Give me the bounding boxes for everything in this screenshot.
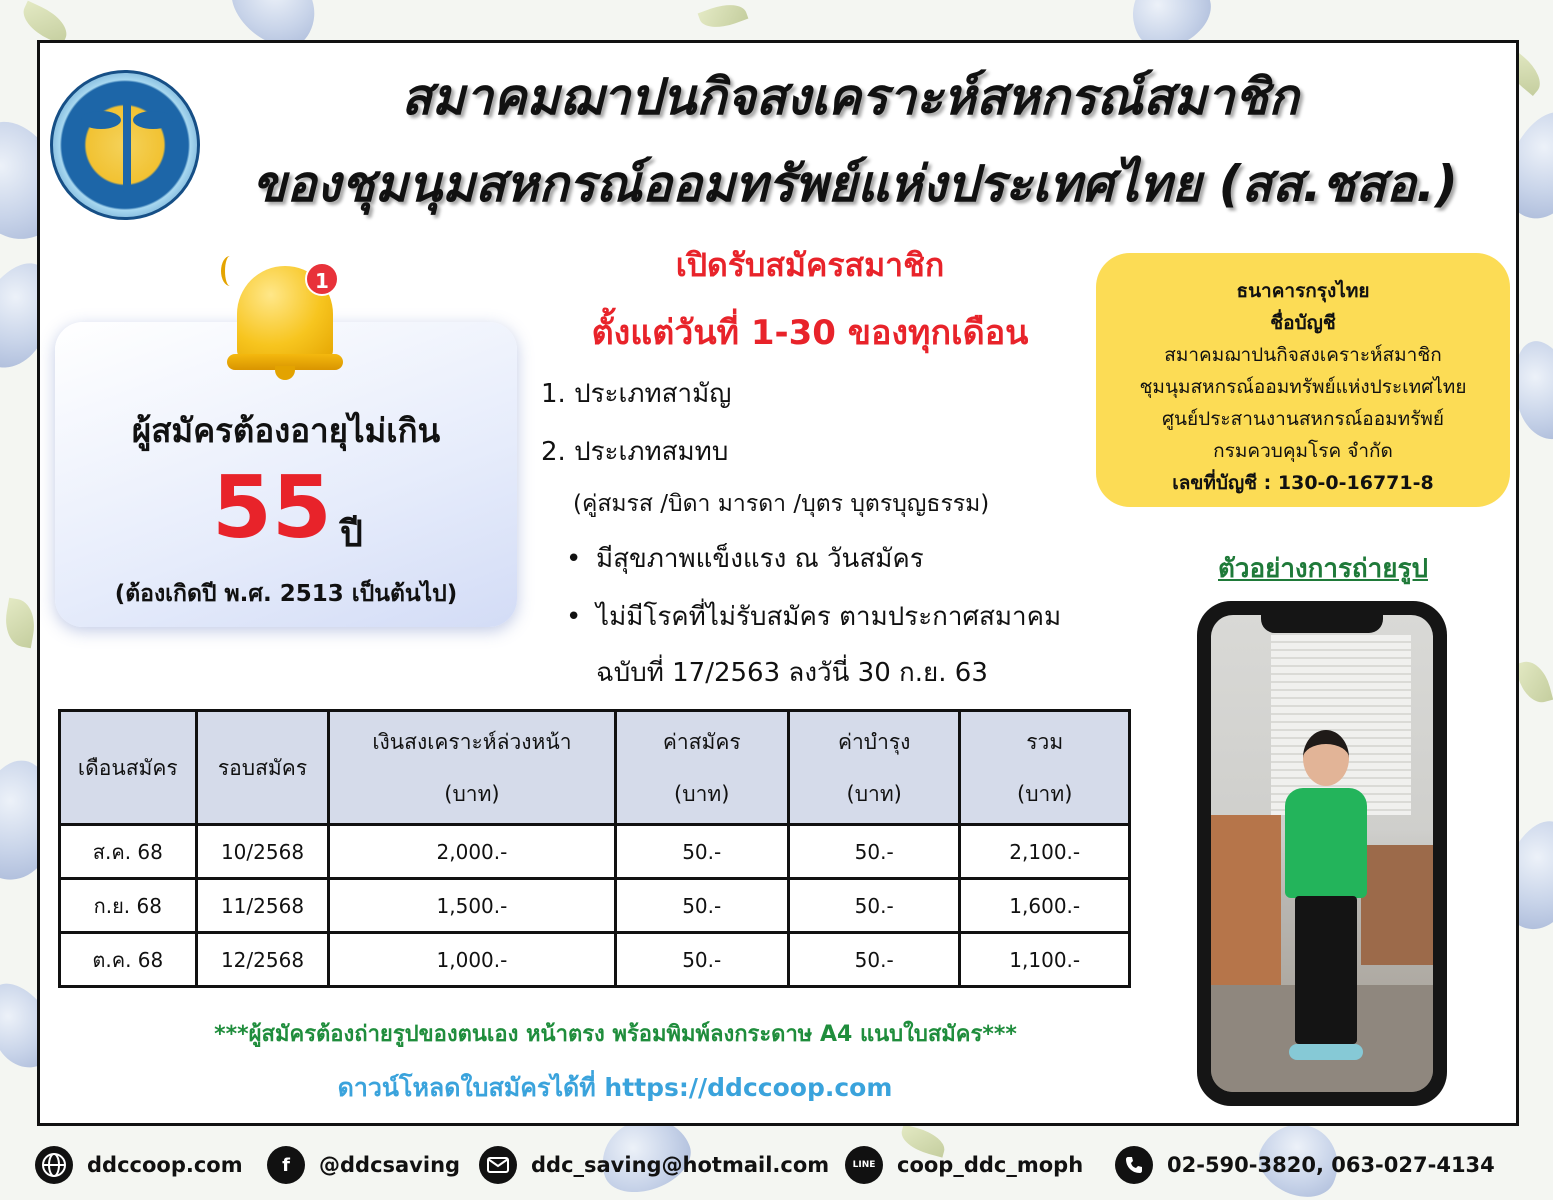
header-fee <box>615 711 788 825</box>
download-link[interactable]: ดาวน์โหลดใบสมัครได้ที่ https://ddccoop.com <box>337 1073 893 1102</box>
header-advance-unit: (บาท) <box>444 781 500 806</box>
cell-total: 1,100.- <box>960 933 1130 987</box>
cell-round: 12/2568 <box>196 933 329 987</box>
facebook-text: @ddcsaving <box>319 1153 461 1177</box>
header-month-text: เดือนสมัคร <box>77 755 178 780</box>
globe-icon <box>35 1146 73 1184</box>
header-round <box>196 711 329 825</box>
fee-table <box>58 709 1131 988</box>
account-name-label: ชื่อบัญชี <box>1270 312 1336 334</box>
table-row <box>60 933 1130 987</box>
age-limit-number: 55 <box>212 458 332 558</box>
header-month <box>60 711 197 825</box>
contact-line[interactable] <box>845 1145 1083 1185</box>
header-maintenance <box>788 711 959 825</box>
account-name-line2: ชุมนุมสหกรณ์ออมทรัพย์แห่งประเทศไทย <box>1139 376 1467 398</box>
cell-month: ก.ย. 68 <box>60 879 197 933</box>
open-registration-period: ตั้งแต่วันที่ 1-30 ของทุกเดือน <box>591 313 1029 353</box>
header-total <box>960 711 1130 825</box>
table-row <box>60 825 1130 879</box>
header-total-unit: (บาท) <box>1017 781 1073 806</box>
cell-maintenance: 50.- <box>788 825 959 879</box>
logo-wing-left <box>81 111 121 129</box>
cell-round: 10/2568 <box>196 825 329 879</box>
phone-icon <box>1115 1146 1153 1184</box>
bank-name: ธนาคารกรุงไทย <box>1236 280 1370 302</box>
photo-requirement-note: ***ผู้สมัครต้องถ่ายรูปของตนเอง หน้าตรง พร้อมพิมพ์ลงกระดาษ A4 แนบใบสมัคร*** <box>214 1022 1017 1047</box>
cell-fee: 50.- <box>615 825 788 879</box>
header-total-text: รวม <box>1026 729 1064 754</box>
cell-month: ส.ค. 68 <box>60 825 197 879</box>
contact-phone[interactable] <box>1115 1145 1495 1185</box>
header-fee-text: ค่าสมัคร <box>662 729 741 754</box>
cell-fee: 50.- <box>615 933 788 987</box>
logo-wing-right <box>133 111 173 129</box>
table-header-row <box>60 711 1130 825</box>
cell-advance: 1,000.- <box>329 933 615 987</box>
cell-month: ต.ค. 68 <box>60 933 197 987</box>
contact-bar <box>35 1145 1525 1185</box>
contact-facebook[interactable] <box>267 1145 460 1185</box>
account-number: เลขที่บัญชี : 130-0-16771-8 <box>1172 472 1434 494</box>
email-text: ddc_saving@hotmail.com <box>531 1153 830 1177</box>
header-advance <box>329 711 615 825</box>
cell-total: 1,600.- <box>960 879 1130 933</box>
example-photo <box>1211 615 1433 1092</box>
header-round-text: รอบสมัคร <box>217 755 308 780</box>
phone-frame <box>1197 601 1447 1106</box>
photo-example-title: ตัวอย่างการถ่ายรูป <box>1218 554 1428 584</box>
member-type-associate: 2. ประเภทสมทบ <box>541 437 729 467</box>
line-text: coop_ddc_moph <box>897 1153 1084 1177</box>
bank-account-box <box>1096 253 1510 507</box>
birth-year-note: (ต้องเกิดปี พ.ศ. 2513 เป็นต้นไป) <box>114 581 458 607</box>
contact-website[interactable] <box>35 1145 243 1185</box>
page-title-line2: ของชุมนุมสหกรณ์ออมทรัพย์แห่งประเทศไทย (สส.ชสอ.) <box>252 155 1458 213</box>
account-name-line3: ศูนย์ประสานงานสหกรณ์ออมทรัพย์ <box>1161 408 1445 430</box>
facebook-icon: f <box>267 1146 305 1184</box>
requirement-health-text: มีสุขภาพแข็งแรง ณ วันสมัคร <box>596 544 924 574</box>
cell-maintenance: 50.- <box>788 933 959 987</box>
contact-email[interactable] <box>479 1145 829 1185</box>
header-advance-text: เงินสงเคราะห์ล่วงหน้า <box>372 729 572 754</box>
notification-badge: 1 <box>305 262 339 296</box>
age-limit-unit: ปี <box>340 514 363 555</box>
cell-maintenance: 50.- <box>788 879 959 933</box>
cell-total: 2,100.- <box>960 825 1130 879</box>
line-icon: LINE <box>845 1146 883 1184</box>
website-text: ddccoop.com <box>87 1153 243 1177</box>
cell-round: 11/2568 <box>196 879 329 933</box>
requirement-disease-reference: ฉบับที่ 17/2563 ลงวันี่ 30 ก.ย. 63 <box>596 658 988 688</box>
cell-fee: 50.- <box>615 879 788 933</box>
header-maintenance-text: ค่าบำรุง <box>837 729 911 754</box>
page-title-line1: สมาคมฌาปนกิจสงเคราะห์สหกรณ์สมาชิก <box>401 68 1299 126</box>
requirement-health <box>566 538 924 579</box>
cooperative-logo <box>50 70 200 220</box>
account-name-line1: สมาคมฌาปนกิจสงเคราะห์สมาชิก <box>1164 344 1442 366</box>
requirement-disease <box>566 596 1061 637</box>
logo-caduceus <box>123 98 131 193</box>
envelope-icon <box>479 1146 517 1184</box>
associate-note: (คู่สมรส /บิดา มารดา /บุตร บุตรบุญธรรม) <box>573 491 990 517</box>
header-maintenance-unit: (บาท) <box>846 781 902 806</box>
account-name-line4: กรมควบคุมโรค จำกัด <box>1213 440 1393 462</box>
table-row <box>60 879 1130 933</box>
member-type-regular: 1. ประเภทสามัญ <box>541 379 732 409</box>
cell-advance: 2,000.- <box>329 825 615 879</box>
phone-text: 02-590-3820, 063-027-4134 <box>1167 1153 1495 1177</box>
cell-advance: 1,500.- <box>329 879 615 933</box>
open-registration-heading: เปิดรับสมัครสมาชิก <box>675 246 945 284</box>
bell-icon <box>225 258 345 388</box>
requirement-disease-text: ไม่มีโรคที่ไม่รับสมัคร ตามประกาศสมาคม <box>596 602 1062 632</box>
header-fee-unit: (บาท) <box>674 781 730 806</box>
age-requirement-title: ผู้สมัครต้องอายุไม่เกิน <box>131 411 441 450</box>
